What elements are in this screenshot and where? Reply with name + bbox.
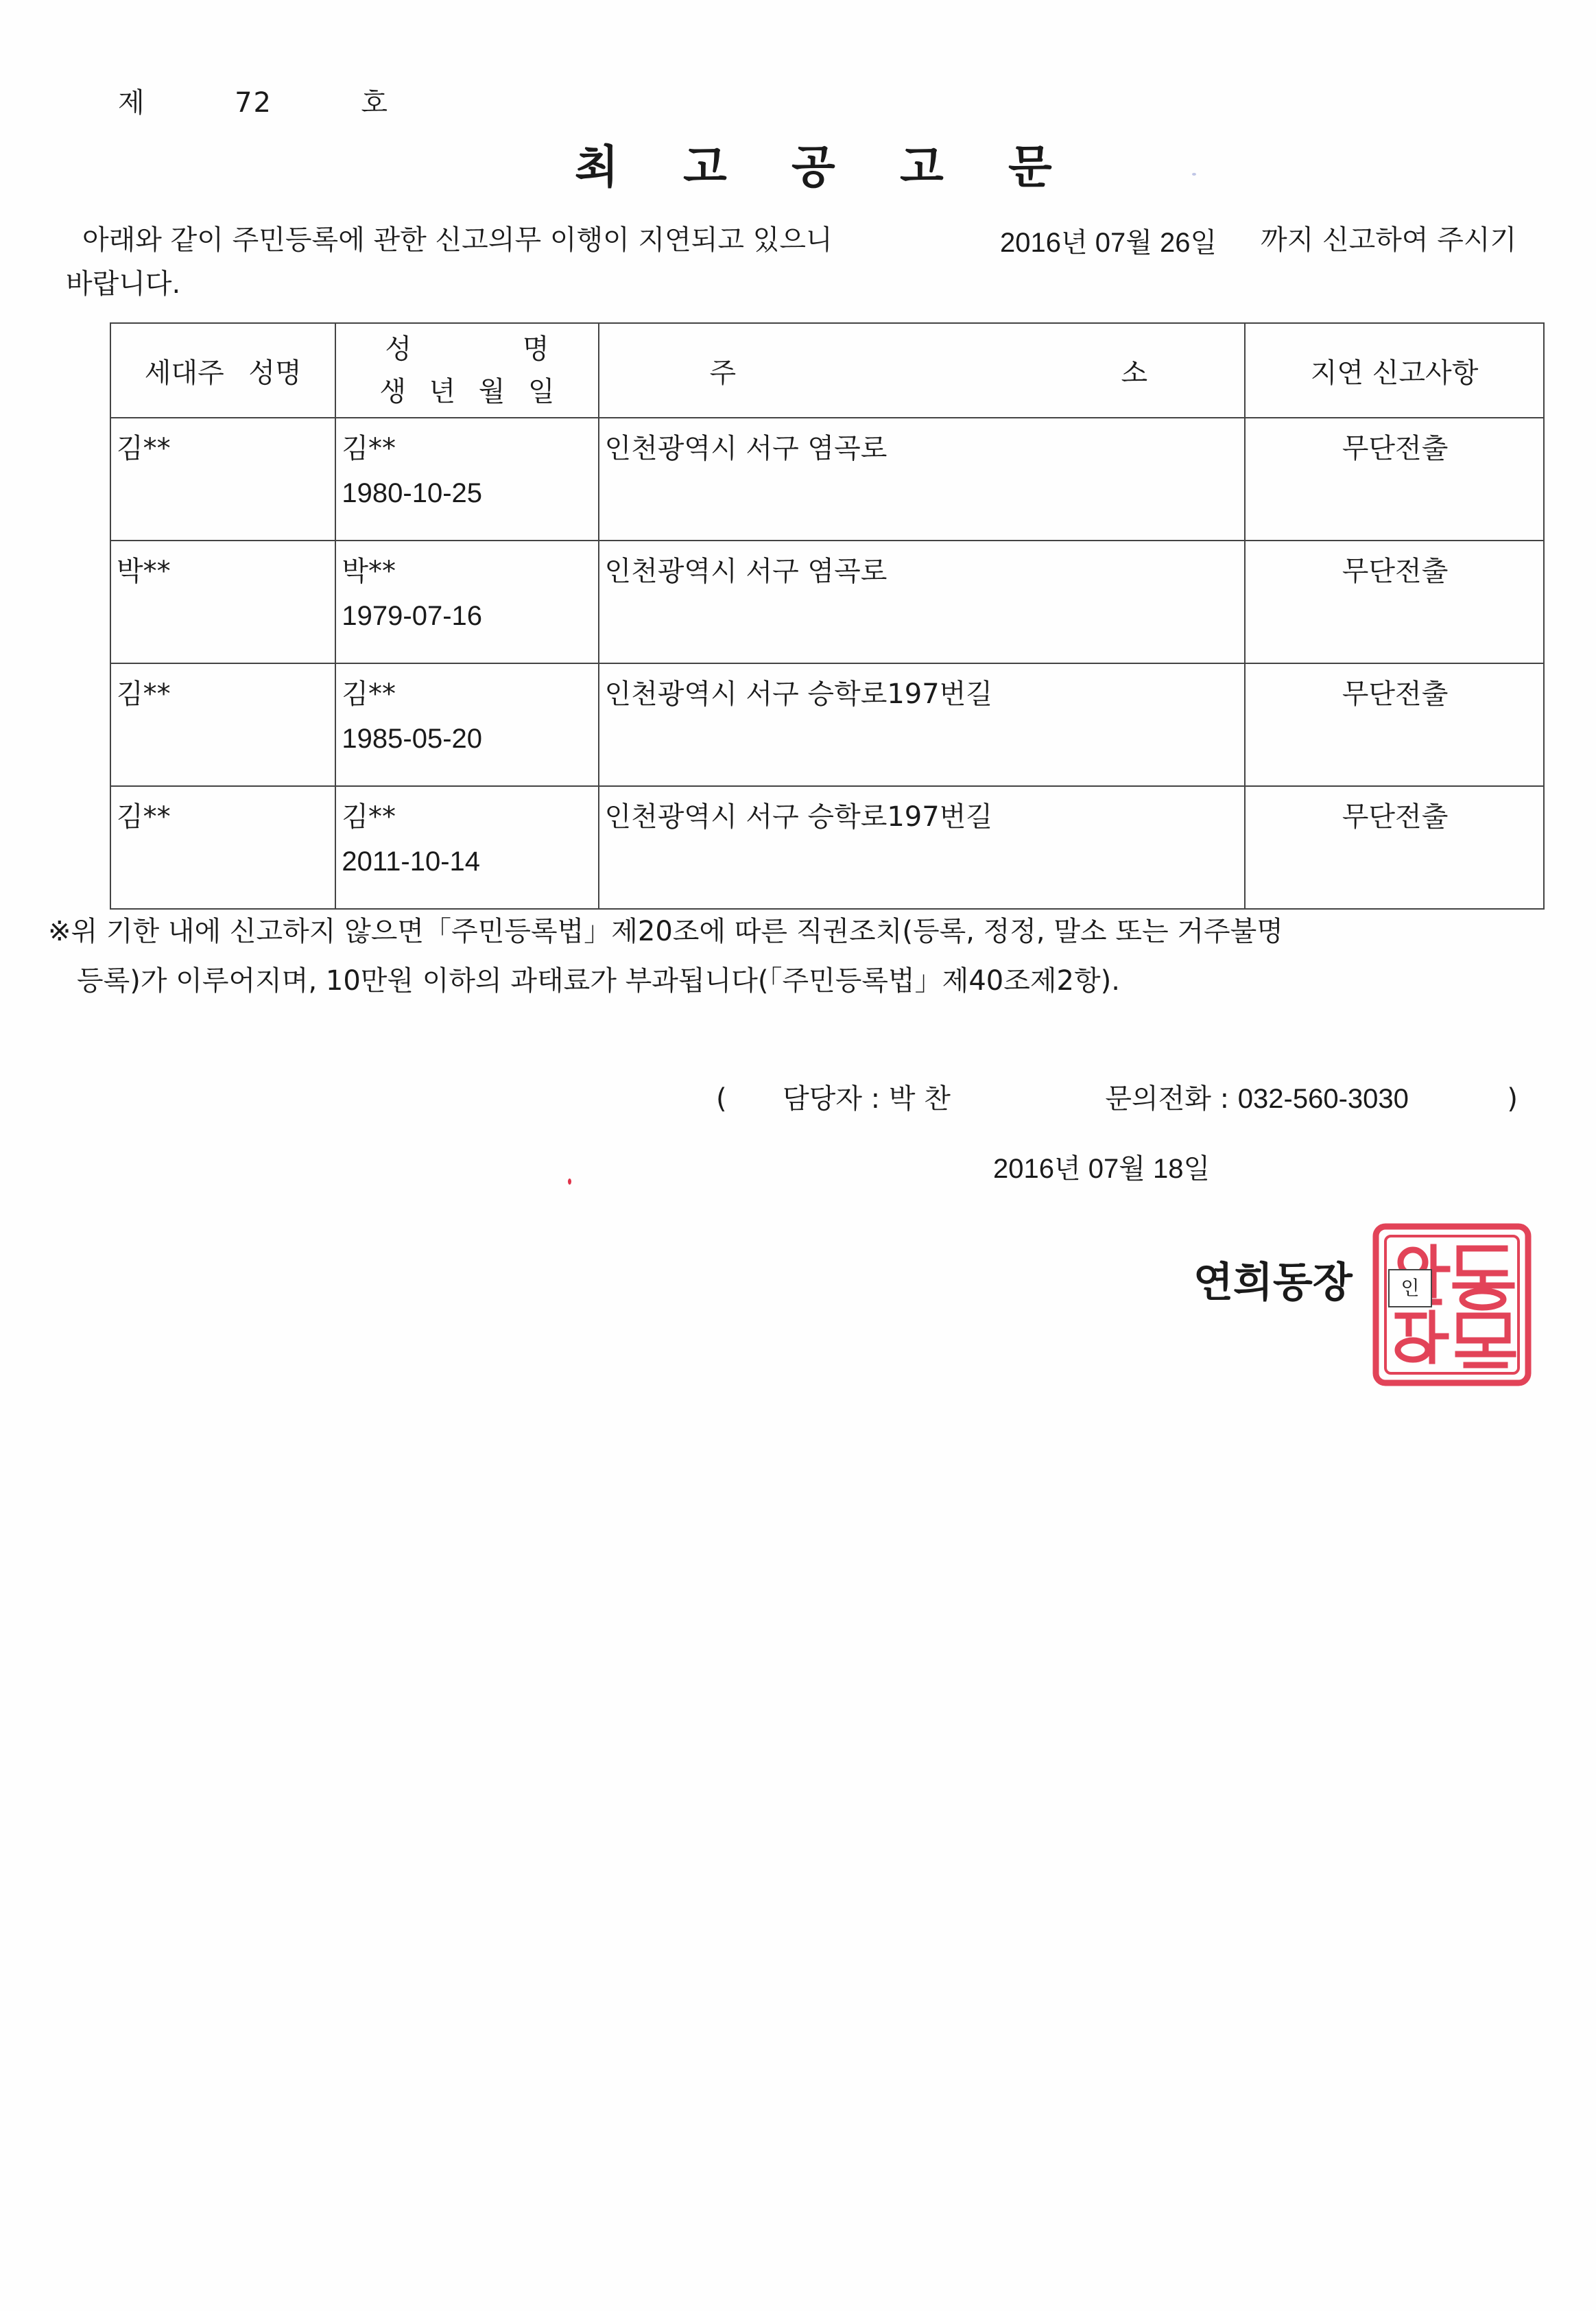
header-name-part: 명	[522, 333, 549, 365]
seal-mark: 인	[1388, 1269, 1432, 1307]
deadline-date: 2016년 07월 26일	[1000, 228, 1217, 258]
doc-no-suffix: 호	[361, 87, 390, 119]
ink-speck	[568, 1178, 571, 1185]
birth-date: 2011-10-14	[342, 846, 481, 877]
header-name-birth	[335, 323, 598, 418]
householder-cell: 김**	[110, 418, 335, 541]
householder-cell: 김**	[110, 663, 335, 786]
header-report: 지연 신고사항	[1245, 323, 1544, 418]
person-name: 김**	[342, 801, 396, 833]
notice-line-1: ※위 기한 내에 신고하지 않으면「주민등록법」제20조에 따른 직권조치(등록, 정정, 말소 또는 거주불명	[48, 916, 1283, 947]
header-householder	[110, 323, 335, 418]
intro-line-1-tail: 까지 신고하여 주시기	[1261, 224, 1517, 256]
birth-date: 1980-10-25	[342, 478, 482, 508]
header-birth-part: 생	[379, 376, 407, 407]
contact-line	[716, 1077, 1518, 1116]
document-number	[118, 81, 389, 120]
report-cell: 무단전출	[1245, 786, 1544, 909]
table-row	[110, 541, 1544, 663]
header-birth-part: 월	[478, 376, 505, 407]
page-title	[575, 130, 1117, 195]
header-birth-part: 년	[429, 376, 456, 407]
table-row	[110, 786, 1544, 909]
ink-speck	[1192, 173, 1196, 176]
doc-no-prefix: 제	[118, 87, 146, 119]
title-char: 문	[1008, 141, 1052, 193]
contact-person: 담당자 : 박 찬	[783, 1083, 951, 1115]
title-char: 고	[683, 141, 727, 193]
address-cell: 인천광역시 서구 염곡로	[599, 541, 1246, 663]
signer-title: 연희동장	[1193, 1259, 1353, 1307]
table-header-row	[110, 323, 1544, 418]
intro-line-1: 아래와 같이 주민등록에 관한 신고의무 이행이 지연되고 있으니	[82, 224, 833, 256]
name-birth-cell	[335, 541, 598, 663]
report-cell: 무단전출	[1245, 418, 1544, 541]
table-row	[110, 418, 1544, 541]
doc-no-value: 72	[235, 87, 272, 119]
contact-phone-label: 문의전화 :	[1105, 1083, 1230, 1115]
issue-date: 2016년 07월 18일	[993, 1154, 1211, 1184]
header-address-part: 소	[1121, 357, 1148, 389]
header-address-part: 주	[709, 357, 737, 389]
name-birth-cell	[335, 786, 598, 909]
title-char: 최	[575, 141, 619, 193]
address-cell: 인천광역시 서구 승학로197번길	[599, 786, 1246, 909]
header-householder-word: 세대주	[144, 357, 224, 389]
report-cell: 무단전출	[1245, 541, 1544, 663]
title-char: 고	[900, 141, 944, 193]
report-cell: 무단전출	[1245, 663, 1544, 786]
person-name: 박**	[342, 556, 396, 587]
contact-phone: 032-560-3030	[1237, 1084, 1409, 1114]
person-name: 김**	[342, 433, 396, 464]
overdue-report-table	[110, 322, 1545, 910]
birth-date: 1985-05-20	[342, 724, 482, 754]
table-row	[110, 663, 1544, 786]
title-char: 공	[791, 141, 835, 193]
name-birth-cell	[335, 663, 598, 786]
contact-close-paren: )	[1507, 1083, 1518, 1115]
name-birth-cell	[335, 418, 598, 541]
address-cell: 인천광역시 서구 승학로197번길	[599, 663, 1246, 786]
address-cell: 인천광역시 서구 염곡로	[599, 418, 1246, 541]
header-householder-name: 성명	[248, 357, 302, 389]
birth-date: 1979-07-16	[342, 601, 482, 631]
householder-cell: 김**	[110, 786, 335, 909]
header-birth-part: 일	[527, 376, 555, 407]
contact-open-paren: (	[716, 1083, 727, 1115]
header-address	[599, 323, 1246, 418]
notice-line-2: 등록)가 이루어지며, 10만원 이하의 과태료가 부과됩니다(「주민등록법」제40조제2항).	[77, 965, 1120, 997]
householder-cell: 박**	[110, 541, 335, 663]
header-name-part: 성	[385, 333, 412, 365]
person-name: 김**	[342, 678, 396, 710]
intro-line-2: 바랍니다.	[66, 268, 181, 300]
